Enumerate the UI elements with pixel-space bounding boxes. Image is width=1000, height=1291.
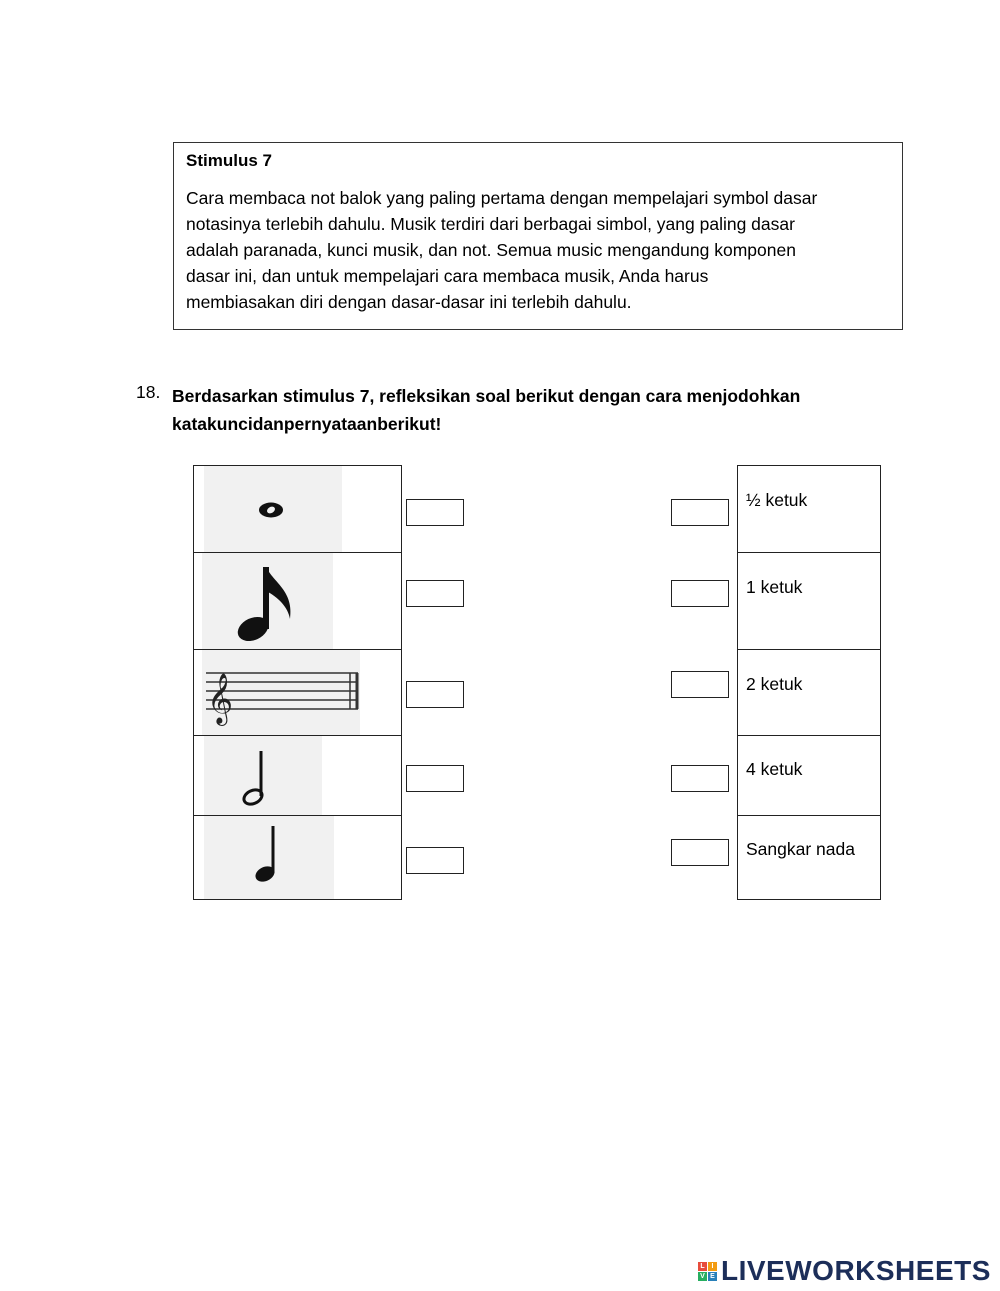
right-answer-box-4[interactable] bbox=[671, 765, 729, 792]
question-text: Berdasarkan stimulus 7, refleksikan soal berikut dengan cara menjodohkan katakuncidanpernyataanberikut! bbox=[172, 386, 801, 434]
left-cell-3 bbox=[193, 649, 402, 736]
stimulus-text: Cara membaca not balok yang paling pertama dengan mempelajari symbol dasar notasinya terlebih dahulu. Musik terdiri dari berbagai simbol, yang paling dasar adalah paranada, kunci musik, dan not. Semua music mengandung komponen dasar ini, dan untuk mempelajari cara membaca musik, Anda harus membiasakan diri dengan dasar-dasar ini terlebih dahulu. bbox=[186, 188, 818, 312]
right-cell-4 bbox=[737, 735, 881, 816]
treble-staff-icon bbox=[194, 650, 403, 737]
left-answer-box-2[interactable] bbox=[406, 580, 464, 607]
left-cell-5 bbox=[193, 815, 402, 900]
left-answer-box-4[interactable] bbox=[406, 765, 464, 792]
half-note-icon bbox=[194, 736, 403, 817]
right-label: Sangkar nada bbox=[746, 839, 855, 859]
stimulus-box bbox=[173, 142, 903, 330]
left-answer-box-3[interactable] bbox=[406, 681, 464, 708]
left-answer-box-5[interactable] bbox=[406, 847, 464, 874]
question-number: 18. bbox=[136, 382, 161, 402]
eighth-note-icon bbox=[194, 553, 403, 651]
right-label: 4 ketuk bbox=[746, 759, 803, 779]
left-answer-box-1[interactable] bbox=[406, 499, 464, 526]
left-cell-1 bbox=[193, 465, 402, 553]
right-cell-3 bbox=[737, 649, 881, 736]
left-cell-4 bbox=[193, 735, 402, 816]
logo-text: LIVEWORKSHEETS bbox=[721, 1255, 991, 1286]
logo-mark-icon: L I V E bbox=[698, 1262, 717, 1281]
right-label: 1 ketuk bbox=[746, 577, 803, 597]
right-answer-box-3[interactable] bbox=[671, 671, 729, 698]
stimulus-title: Stimulus 7 bbox=[186, 151, 272, 170]
right-answer-box-2[interactable] bbox=[671, 580, 729, 607]
right-label: ½ ketuk bbox=[746, 490, 808, 510]
right-cell-2 bbox=[737, 552, 881, 650]
right-answer-box-5[interactable] bbox=[671, 839, 729, 866]
svg-text:𝄞: 𝄞 bbox=[207, 673, 234, 724]
right-label: 2 ketuk bbox=[746, 674, 803, 694]
liveworksheets-logo bbox=[698, 1255, 991, 1287]
right-answer-box-1[interactable] bbox=[671, 499, 729, 526]
right-cell-5 bbox=[737, 815, 881, 900]
right-cell-1 bbox=[737, 465, 881, 553]
whole-note-icon bbox=[194, 466, 403, 554]
left-cell-2 bbox=[193, 552, 402, 650]
quarter-note-icon bbox=[194, 816, 403, 901]
